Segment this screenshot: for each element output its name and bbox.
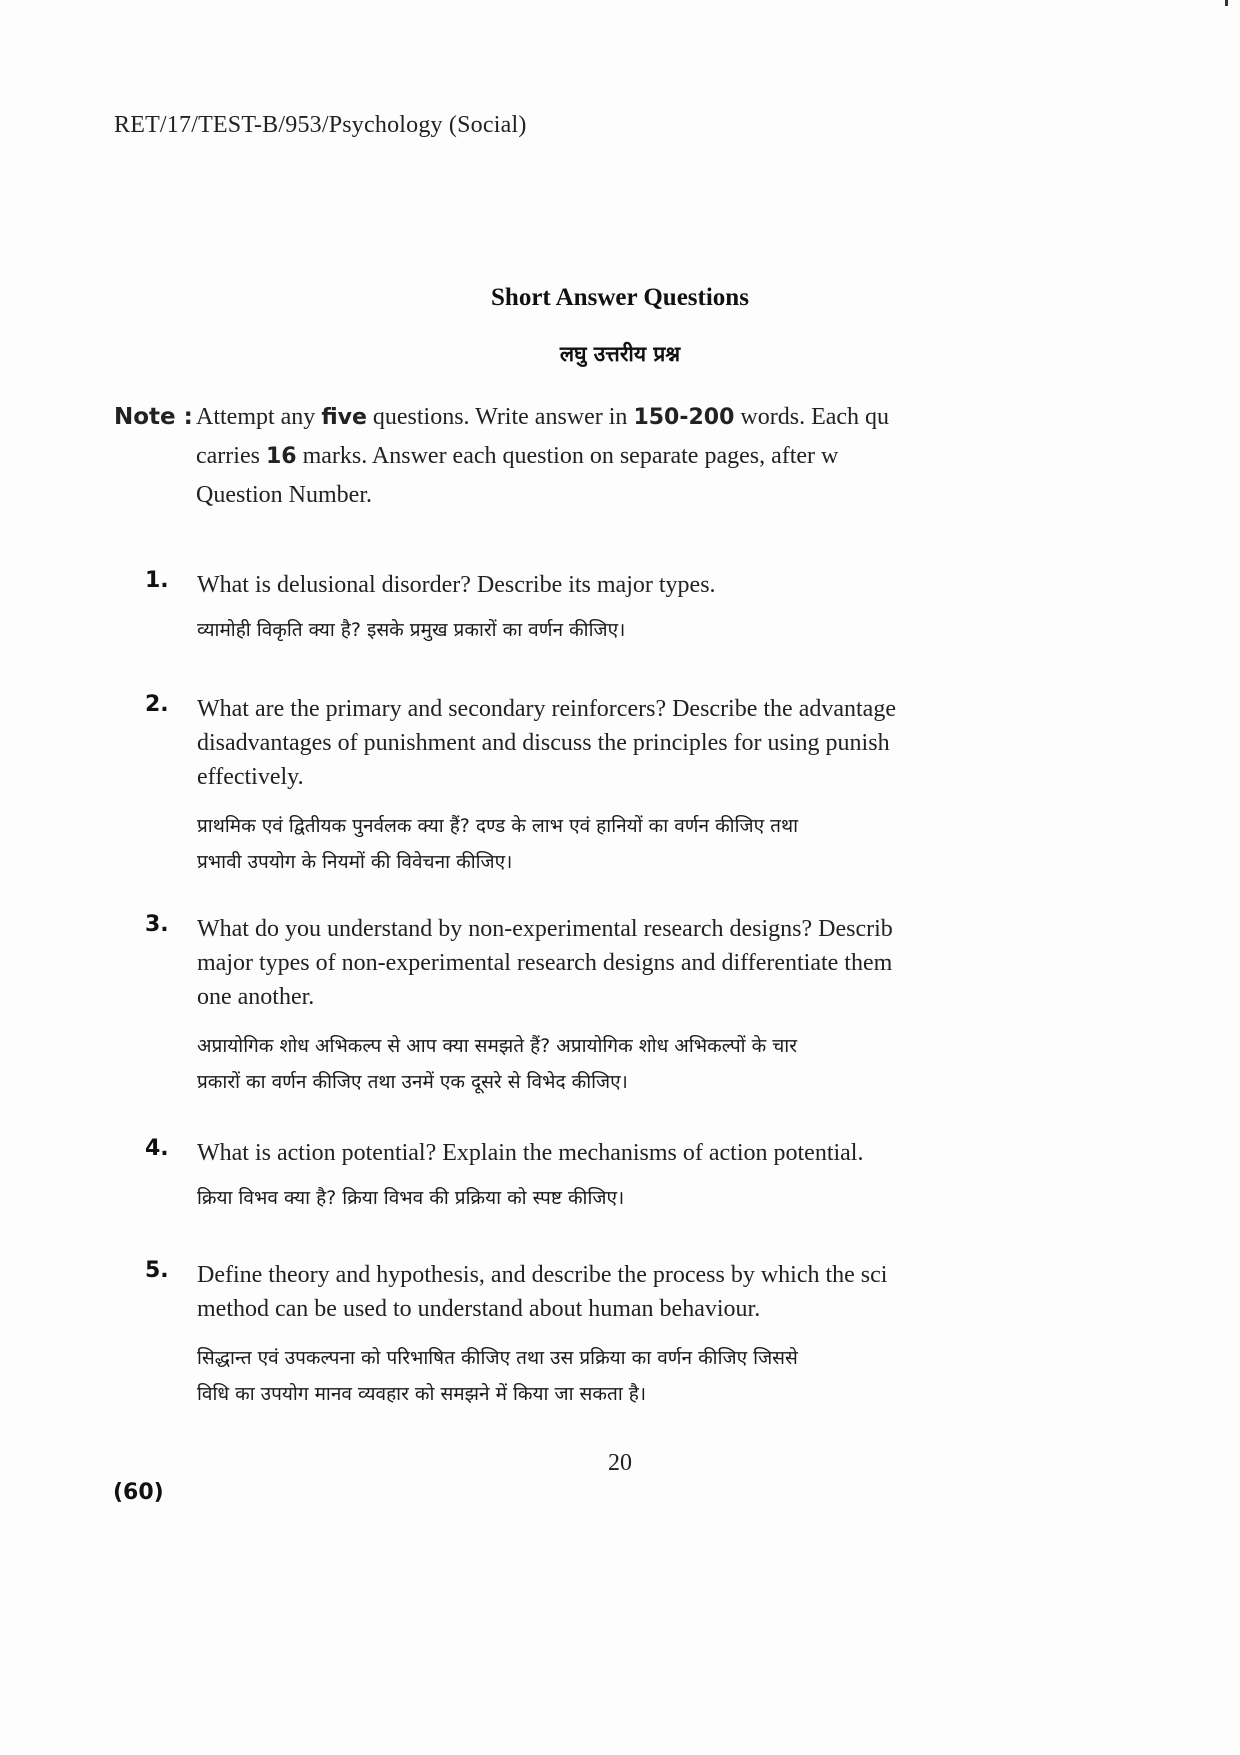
question-hi-line: अप्रायोगिक शोध अभिकल्प से आप क्या समझते हैं? अप्रायोगिक शोध अभिकल्पों के चार	[197, 1035, 797, 1057]
note-text	[196, 398, 1114, 514]
question-number: 2.	[145, 692, 169, 717]
question-en-line: method can be used to understand about human behaviour.	[197, 1296, 761, 1322]
note-text-part: Attempt any	[196, 404, 322, 430]
question-body	[197, 568, 1092, 648]
note-marks: 16	[265, 444, 297, 469]
section-title: Short Answer Questions	[491, 284, 749, 311]
question-en-line: disadvantages of punishment and discuss the principles for using punish	[197, 730, 890, 756]
note-line-1	[196, 398, 1114, 437]
question-en-line: effectively.	[197, 764, 304, 790]
header-code: RET/17/TEST-B/953/Psychology (Social)	[114, 112, 527, 138]
question-hi-line: प्राथमिक एवं द्वितीयक पुनर्वलक क्या हैं? दण्ड के लाभ एवं हानियों का वर्णन कीजिए तथा	[197, 815, 799, 837]
question-hi-line: क्रिया विभव क्या है? क्रिया विभव की प्रक्रिया को स्पष्ट कीजिए।	[197, 1187, 625, 1209]
question-number: 4.	[145, 1136, 169, 1161]
question-text-hi	[197, 612, 1092, 648]
question-text-hi	[197, 1340, 1092, 1412]
section-title-hindi: लघु उत्तरीय प्रश्न	[559, 342, 681, 366]
question-text-hi	[197, 1028, 1092, 1100]
question-number: 5.	[145, 1258, 169, 1283]
note-text-part: questions. Write answer in	[366, 404, 634, 430]
question-en-line: What is action potential? Explain the mechanisms of action potential.	[197, 1140, 864, 1166]
question-number: 1.	[145, 568, 169, 593]
question-text-hi	[197, 808, 1092, 880]
note-word-limit: 150-200	[633, 405, 735, 430]
question-text-en: What is delusional disorder? Describe its major types.	[197, 572, 716, 598]
question-en-line: What are the primary and secondary reinforcers? Describe the advantage	[197, 696, 896, 722]
question-en-line: Define theory and hypothesis, and describe the process by which the sci	[197, 1262, 888, 1288]
note-line-3: Question Number.	[196, 482, 372, 508]
question-number: 3.	[145, 912, 169, 937]
note-text-part: words. Each qu	[734, 404, 890, 430]
note-label: Note :	[114, 404, 193, 430]
page-number: 20	[608, 1450, 632, 1476]
note-line-2	[196, 437, 1114, 476]
note-text-part: carries	[196, 443, 266, 469]
question-body	[197, 1258, 1092, 1412]
question-hi-line: प्रभावी उपयोग के नियमों की विवेचना कीजिए।	[197, 851, 513, 873]
corner-mark	[1225, 0, 1228, 6]
question-hi-line: प्रकारों का वर्णन कीजिए तथा उनमें एक दूसरे से विभेद कीजिए।	[197, 1071, 628, 1093]
question-hi-line: विधि का उपयोग मानव व्यवहार को समझने में किया जा सकता है।	[197, 1383, 647, 1405]
question-body	[197, 692, 1092, 880]
footer-code: (60)	[113, 1480, 164, 1505]
question-en-line: one another.	[197, 984, 315, 1010]
question-hi-line: सिद्धान्त एवं उपकल्पना को परिभाषित कीजिए तथा उस प्रक्रिया का वर्णन कीजिए जिससे	[197, 1347, 798, 1369]
question-en-line: What do you understand by non-experimental research designs? Describ	[197, 916, 893, 942]
question-hi-line: व्यामोही विकृति क्या है? इसके प्रमुख प्रकारों का वर्णन कीजिए।	[197, 619, 626, 641]
question-en-line: major types of non-experimental research designs and differentiate them	[197, 950, 893, 976]
note-question-count: five	[321, 405, 367, 430]
question-body	[197, 912, 1092, 1100]
note-text-part: marks. Answer each question on separate pages, after w	[296, 443, 839, 469]
question-text-hi	[197, 1180, 1092, 1216]
question-body	[197, 1136, 1092, 1216]
